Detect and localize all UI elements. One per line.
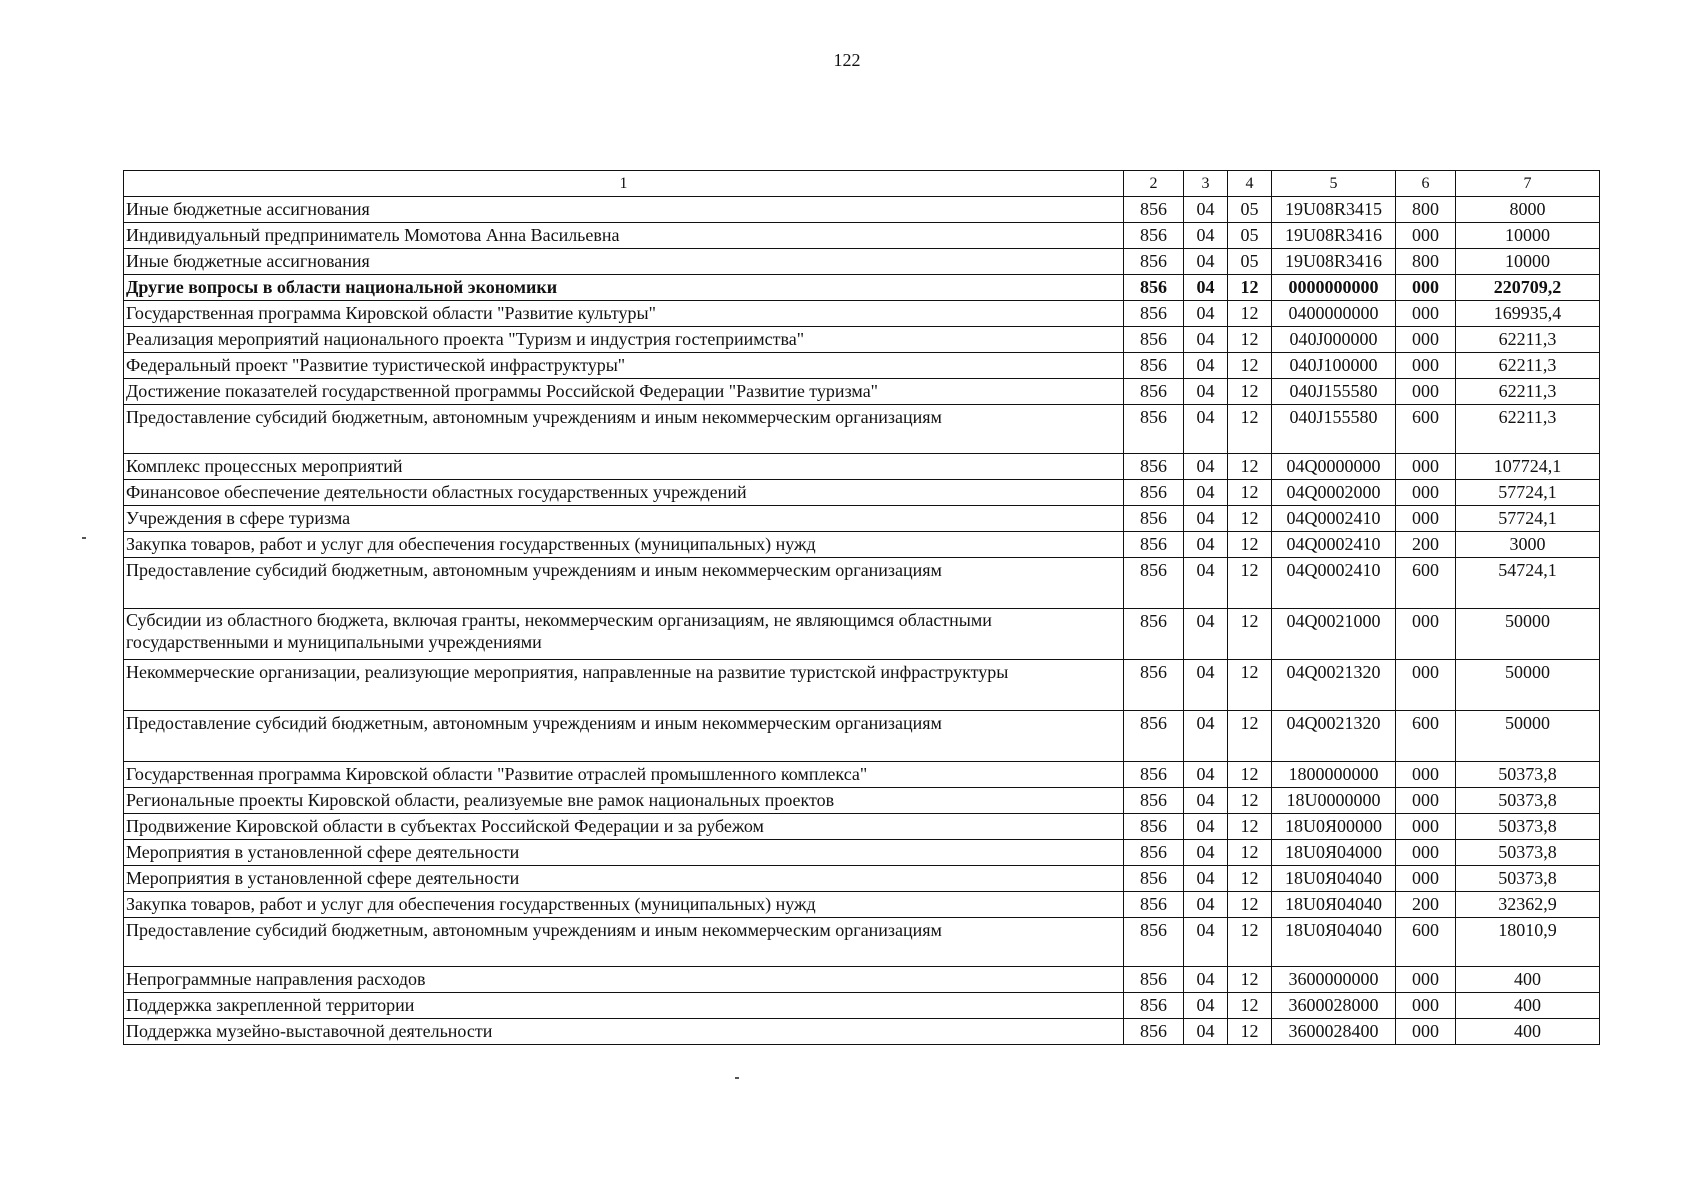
cell-c4: 12	[1228, 480, 1272, 506]
row-name: Продвижение Кировской области в субъектах Российской Федерации и за рубежом	[124, 814, 1124, 840]
cell-c6: 000	[1396, 327, 1456, 353]
cell-c2: 856	[1124, 1019, 1184, 1045]
cell-c7: 32362,9	[1456, 892, 1600, 918]
row-name: Государственная программа Кировской области "Развитие культуры"	[124, 301, 1124, 327]
cell-c2: 856	[1124, 197, 1184, 223]
cell-c6: 600	[1396, 405, 1456, 454]
cell-c4: 12	[1228, 558, 1272, 609]
table-row	[124, 506, 1600, 532]
cell-c5: 3600000000	[1272, 967, 1396, 993]
cell-c3: 04	[1184, 866, 1228, 892]
cell-c3: 04	[1184, 609, 1228, 660]
cell-c4: 12	[1228, 405, 1272, 454]
cell-c5: 19U08R3415	[1272, 197, 1396, 223]
header-col-2: 2	[1124, 171, 1184, 197]
cell-c6: 200	[1396, 532, 1456, 558]
header-col-7: 7	[1456, 171, 1600, 197]
cell-c4: 12	[1228, 506, 1272, 532]
table-row	[124, 762, 1600, 788]
header-col-5: 5	[1272, 171, 1396, 197]
cell-c7: 54724,1	[1456, 558, 1600, 609]
cell-c2: 856	[1124, 993, 1184, 1019]
cell-c3: 04	[1184, 788, 1228, 814]
scan-speck	[735, 1077, 739, 1079]
cell-c3: 04	[1184, 711, 1228, 762]
table-row	[124, 353, 1600, 379]
cell-c6: 000	[1396, 379, 1456, 405]
cell-c2: 856	[1124, 918, 1184, 967]
cell-c7: 107724,1	[1456, 454, 1600, 480]
cell-c5: 18U0Я04000	[1272, 840, 1396, 866]
cell-c5: 18U0Я00000	[1272, 814, 1396, 840]
table-row	[124, 379, 1600, 405]
cell-c2: 856	[1124, 866, 1184, 892]
table-row	[124, 249, 1600, 275]
row-name: Непрограммные направления расходов	[124, 967, 1124, 993]
cell-c6: 000	[1396, 866, 1456, 892]
cell-c2: 856	[1124, 275, 1184, 301]
cell-c6: 000	[1396, 788, 1456, 814]
cell-c5: 04Q0002410	[1272, 506, 1396, 532]
cell-c3: 04	[1184, 353, 1228, 379]
cell-c2: 856	[1124, 892, 1184, 918]
cell-c3: 04	[1184, 532, 1228, 558]
row-name: Поддержка закрепленной территории	[124, 993, 1124, 1019]
row-name: Поддержка музейно-выставочной деятельности	[124, 1019, 1124, 1045]
scan-speck	[82, 537, 86, 539]
table-row	[124, 993, 1600, 1019]
cell-c7: 220709,2	[1456, 275, 1600, 301]
cell-c7: 169935,4	[1456, 301, 1600, 327]
cell-c3: 04	[1184, 223, 1228, 249]
cell-c3: 04	[1184, 660, 1228, 711]
cell-c4: 12	[1228, 454, 1272, 480]
cell-c5: 04Q0002410	[1272, 532, 1396, 558]
cell-c3: 04	[1184, 506, 1228, 532]
cell-c4: 12	[1228, 327, 1272, 353]
cell-c4: 05	[1228, 223, 1272, 249]
cell-c2: 856	[1124, 327, 1184, 353]
table-row	[124, 788, 1600, 814]
row-name: Достижение показателей государственной программы Российской Федерации "Развитие туризма"	[124, 379, 1124, 405]
cell-c2: 856	[1124, 301, 1184, 327]
cell-c6: 800	[1396, 197, 1456, 223]
cell-c7: 50373,8	[1456, 840, 1600, 866]
table-row	[124, 558, 1600, 609]
cell-c7: 62211,3	[1456, 353, 1600, 379]
table-row	[124, 532, 1600, 558]
header-col-6: 6	[1396, 171, 1456, 197]
table-row	[124, 609, 1600, 660]
cell-c3: 04	[1184, 918, 1228, 967]
table-row	[124, 223, 1600, 249]
cell-c5: 040J100000	[1272, 353, 1396, 379]
cell-c6: 600	[1396, 918, 1456, 967]
row-name: Закупка товаров, работ и услуг для обеспечения государственных (муниципальных) нужд	[124, 892, 1124, 918]
cell-c5: 1800000000	[1272, 762, 1396, 788]
table-row	[124, 711, 1600, 762]
cell-c3: 04	[1184, 405, 1228, 454]
cell-c3: 04	[1184, 814, 1228, 840]
cell-c6: 000	[1396, 993, 1456, 1019]
cell-c4: 12	[1228, 275, 1272, 301]
cell-c4: 12	[1228, 301, 1272, 327]
row-name: Субсидии из областного бюджета, включая гранты, некоммерческим организациям, не являющимся областными государственными и муниципальными учреждениями	[124, 609, 1124, 660]
table-row	[124, 454, 1600, 480]
cell-c2: 856	[1124, 558, 1184, 609]
row-name: Другие вопросы в области национальной экономики	[124, 275, 1124, 301]
cell-c7: 400	[1456, 1019, 1600, 1045]
cell-c6: 000	[1396, 762, 1456, 788]
cell-c3: 04	[1184, 327, 1228, 353]
cell-c6: 000	[1396, 814, 1456, 840]
cell-c7: 62211,3	[1456, 327, 1600, 353]
cell-c5: 04Q0021000	[1272, 609, 1396, 660]
cell-c7: 50373,8	[1456, 814, 1600, 840]
cell-c4: 12	[1228, 993, 1272, 1019]
cell-c5: 19U08R3416	[1272, 223, 1396, 249]
cell-c2: 856	[1124, 506, 1184, 532]
cell-c3: 04	[1184, 840, 1228, 866]
cell-c2: 856	[1124, 840, 1184, 866]
cell-c3: 04	[1184, 249, 1228, 275]
cell-c6: 000	[1396, 275, 1456, 301]
cell-c7: 62211,3	[1456, 405, 1600, 454]
cell-c4: 12	[1228, 660, 1272, 711]
cell-c7: 8000	[1456, 197, 1600, 223]
table-row	[124, 301, 1600, 327]
row-name: Предоставление субсидий бюджетным, автономным учреждениям и иным некоммерческим организациям	[124, 918, 1124, 967]
cell-c2: 856	[1124, 967, 1184, 993]
cell-c7: 10000	[1456, 249, 1600, 275]
cell-c7: 50373,8	[1456, 762, 1600, 788]
table-row-section-total	[124, 275, 1600, 301]
cell-c3: 04	[1184, 301, 1228, 327]
cell-c7: 400	[1456, 967, 1600, 993]
cell-c7: 57724,1	[1456, 480, 1600, 506]
cell-c5: 04Q0000000	[1272, 454, 1396, 480]
cell-c6: 000	[1396, 454, 1456, 480]
table-row	[124, 814, 1600, 840]
row-name: Мероприятия в установленной сфере деятельности	[124, 866, 1124, 892]
cell-c6: 000	[1396, 840, 1456, 866]
cell-c6: 000	[1396, 353, 1456, 379]
cell-c2: 856	[1124, 353, 1184, 379]
cell-c3: 04	[1184, 454, 1228, 480]
cell-c5: 18U0Я04040	[1272, 892, 1396, 918]
cell-c3: 04	[1184, 558, 1228, 609]
row-name: Учреждения в сфере туризма	[124, 506, 1124, 532]
table-row	[124, 1019, 1600, 1045]
cell-c4: 12	[1228, 609, 1272, 660]
cell-c3: 04	[1184, 762, 1228, 788]
header-col-4: 4	[1228, 171, 1272, 197]
cell-c7: 50373,8	[1456, 788, 1600, 814]
cell-c7: 50000	[1456, 609, 1600, 660]
cell-c4: 12	[1228, 788, 1272, 814]
row-name: Федеральный проект "Развитие туристической инфраструктуры"	[124, 353, 1124, 379]
cell-c5: 18U0000000	[1272, 788, 1396, 814]
cell-c7: 18010,9	[1456, 918, 1600, 967]
header-col-3: 3	[1184, 171, 1228, 197]
row-name: Предоставление субсидий бюджетным, автономным учреждениям и иным некоммерческим организациям	[124, 558, 1124, 609]
cell-c5: 04Q0021320	[1272, 660, 1396, 711]
cell-c7: 3000	[1456, 532, 1600, 558]
cell-c5: 040J155580	[1272, 379, 1396, 405]
cell-c4: 12	[1228, 918, 1272, 967]
table-row	[124, 197, 1600, 223]
cell-c3: 04	[1184, 892, 1228, 918]
row-name: Региональные проекты Кировской области, реализуемые вне рамок национальных проектов	[124, 788, 1124, 814]
row-name: Иные бюджетные ассигнования	[124, 197, 1124, 223]
cell-c5: 0400000000	[1272, 301, 1396, 327]
table-row	[124, 967, 1600, 993]
table-header-row	[124, 171, 1600, 197]
table-row	[124, 660, 1600, 711]
cell-c2: 856	[1124, 249, 1184, 275]
cell-c6: 800	[1396, 249, 1456, 275]
cell-c3: 04	[1184, 967, 1228, 993]
cell-c4: 12	[1228, 814, 1272, 840]
cell-c3: 04	[1184, 993, 1228, 1019]
cell-c2: 856	[1124, 379, 1184, 405]
row-name: Мероприятия в установленной сфере деятельности	[124, 840, 1124, 866]
table-row	[124, 840, 1600, 866]
cell-c5: 04Q0021320	[1272, 711, 1396, 762]
cell-c3: 04	[1184, 379, 1228, 405]
cell-c7: 10000	[1456, 223, 1600, 249]
cell-c4: 05	[1228, 249, 1272, 275]
row-name: Реализация мероприятий национального проекта "Туризм и индустрия гостеприимства"	[124, 327, 1124, 353]
table-row	[124, 892, 1600, 918]
cell-c6: 000	[1396, 506, 1456, 532]
table-row	[124, 866, 1600, 892]
cell-c5: 3600028400	[1272, 1019, 1396, 1045]
cell-c4: 12	[1228, 379, 1272, 405]
cell-c2: 856	[1124, 405, 1184, 454]
cell-c7: 57724,1	[1456, 506, 1600, 532]
cell-c4: 12	[1228, 532, 1272, 558]
cell-c4: 05	[1228, 197, 1272, 223]
cell-c6: 000	[1396, 1019, 1456, 1045]
cell-c7: 400	[1456, 993, 1600, 1019]
row-name: Комплекс процессных мероприятий	[124, 454, 1124, 480]
cell-c6: 200	[1396, 892, 1456, 918]
row-name: Закупка товаров, работ и услуг для обеспечения государственных (муниципальных) нужд	[124, 532, 1124, 558]
row-name: Индивидуальный предприниматель Момотова Анна Васильевна	[124, 223, 1124, 249]
cell-c4: 12	[1228, 762, 1272, 788]
cell-c2: 856	[1124, 480, 1184, 506]
cell-c6: 600	[1396, 558, 1456, 609]
row-name: Некоммерческие организации, реализующие мероприятия, направленные на развитие туристской инфраструктуры	[124, 660, 1124, 711]
cell-c5: 04Q0002410	[1272, 558, 1396, 609]
cell-c3: 04	[1184, 1019, 1228, 1045]
row-name: Предоставление субсидий бюджетным, автономным учреждениям и иным некоммерческим организациям	[124, 405, 1124, 454]
cell-c6: 000	[1396, 609, 1456, 660]
cell-c4: 12	[1228, 840, 1272, 866]
cell-c3: 04	[1184, 197, 1228, 223]
cell-c2: 856	[1124, 223, 1184, 249]
cell-c3: 04	[1184, 480, 1228, 506]
cell-c4: 12	[1228, 1019, 1272, 1045]
cell-c2: 856	[1124, 711, 1184, 762]
cell-c4: 12	[1228, 967, 1272, 993]
cell-c4: 12	[1228, 866, 1272, 892]
cell-c2: 856	[1124, 814, 1184, 840]
row-name: Предоставление субсидий бюджетным, автономным учреждениям и иным некоммерческим организациям	[124, 711, 1124, 762]
cell-c6: 000	[1396, 301, 1456, 327]
cell-c2: 856	[1124, 788, 1184, 814]
cell-c2: 856	[1124, 762, 1184, 788]
cell-c6: 600	[1396, 711, 1456, 762]
cell-c3: 04	[1184, 275, 1228, 301]
cell-c7: 50000	[1456, 711, 1600, 762]
cell-c7: 50373,8	[1456, 866, 1600, 892]
cell-c2: 856	[1124, 609, 1184, 660]
cell-c5: 040J000000	[1272, 327, 1396, 353]
table-row	[124, 918, 1600, 967]
cell-c2: 856	[1124, 454, 1184, 480]
cell-c6: 000	[1396, 480, 1456, 506]
cell-c6: 000	[1396, 967, 1456, 993]
cell-c2: 856	[1124, 532, 1184, 558]
cell-c5: 18U0Я04040	[1272, 866, 1396, 892]
cell-c5: 0000000000	[1272, 275, 1396, 301]
row-name: Иные бюджетные ассигнования	[124, 249, 1124, 275]
cell-c4: 12	[1228, 711, 1272, 762]
table-row	[124, 327, 1600, 353]
cell-c5: 3600028000	[1272, 993, 1396, 1019]
header-col-1: 1	[124, 171, 1124, 197]
cell-c4: 12	[1228, 892, 1272, 918]
cell-c2: 856	[1124, 660, 1184, 711]
table-row	[124, 405, 1600, 454]
cell-c5: 19U08R3416	[1272, 249, 1396, 275]
cell-c5: 18U0Я04040	[1272, 918, 1396, 967]
budget-table	[123, 170, 1600, 1045]
row-name: Финансовое обеспечение деятельности областных государственных учреждений	[124, 480, 1124, 506]
cell-c5: 040J155580	[1272, 405, 1396, 454]
cell-c4: 12	[1228, 353, 1272, 379]
cell-c5: 04Q0002000	[1272, 480, 1396, 506]
table-row	[124, 480, 1600, 506]
cell-c7: 62211,3	[1456, 379, 1600, 405]
cell-c7: 50000	[1456, 660, 1600, 711]
page-number: 122	[833, 50, 861, 70]
cell-c6: 000	[1396, 660, 1456, 711]
row-name: Государственная программа Кировской области "Развитие отраслей промышленного комплекса"	[124, 762, 1124, 788]
cell-c6: 000	[1396, 223, 1456, 249]
